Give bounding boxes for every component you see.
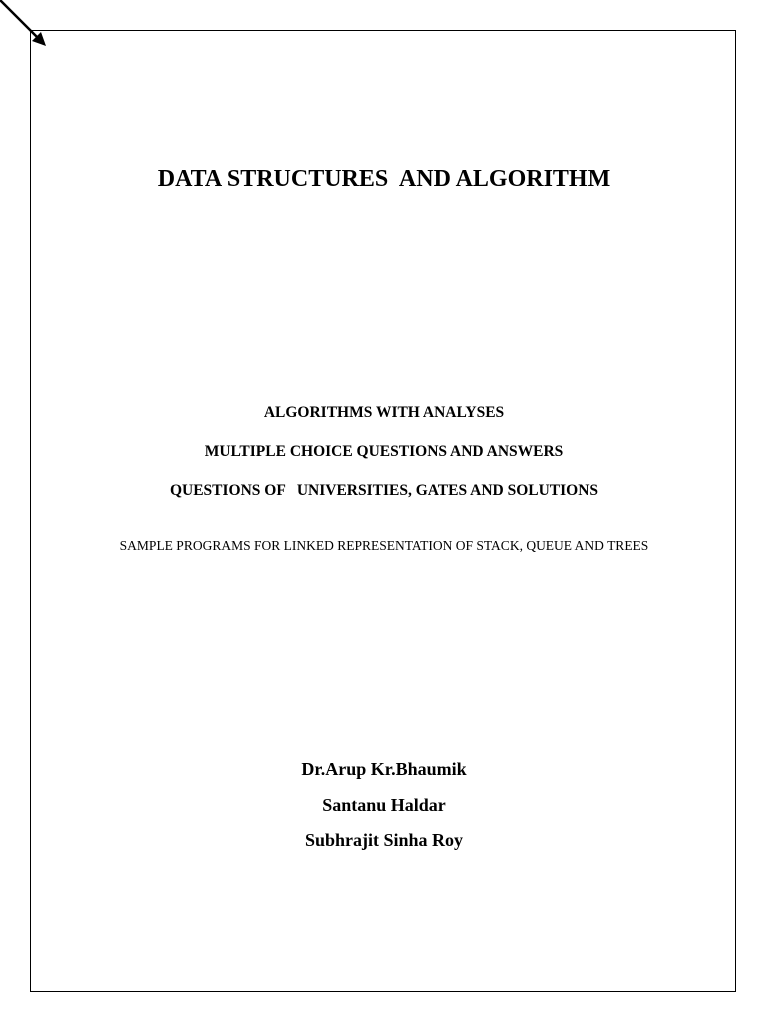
arrow-down-right-icon (0, 0, 60, 60)
sample-programs-line: SAMPLE PROGRAMS FOR LINKED REPRESENTATION OF STACK, QUEUE AND TREES (119, 538, 649, 553)
content-line-algorithms: ALGORITHMS WITH ANALYSES (263, 404, 505, 421)
document-title: DATA STRUCTURES AND ALGORITHM (157, 166, 611, 192)
author-name: Santanu Haldar (322, 795, 446, 815)
author-name: Subhrajit Sinha Roy (304, 830, 464, 850)
content-line-questions: QUESTIONS OF UNIVERSITIES, GATES AND SOLUTIONS (169, 482, 599, 499)
author-name: Dr.Arup Kr.Bhaumik (301, 759, 467, 779)
content-line-mcq: MULTIPLE CHOICE QUESTIONS AND ANSWERS (204, 443, 564, 460)
